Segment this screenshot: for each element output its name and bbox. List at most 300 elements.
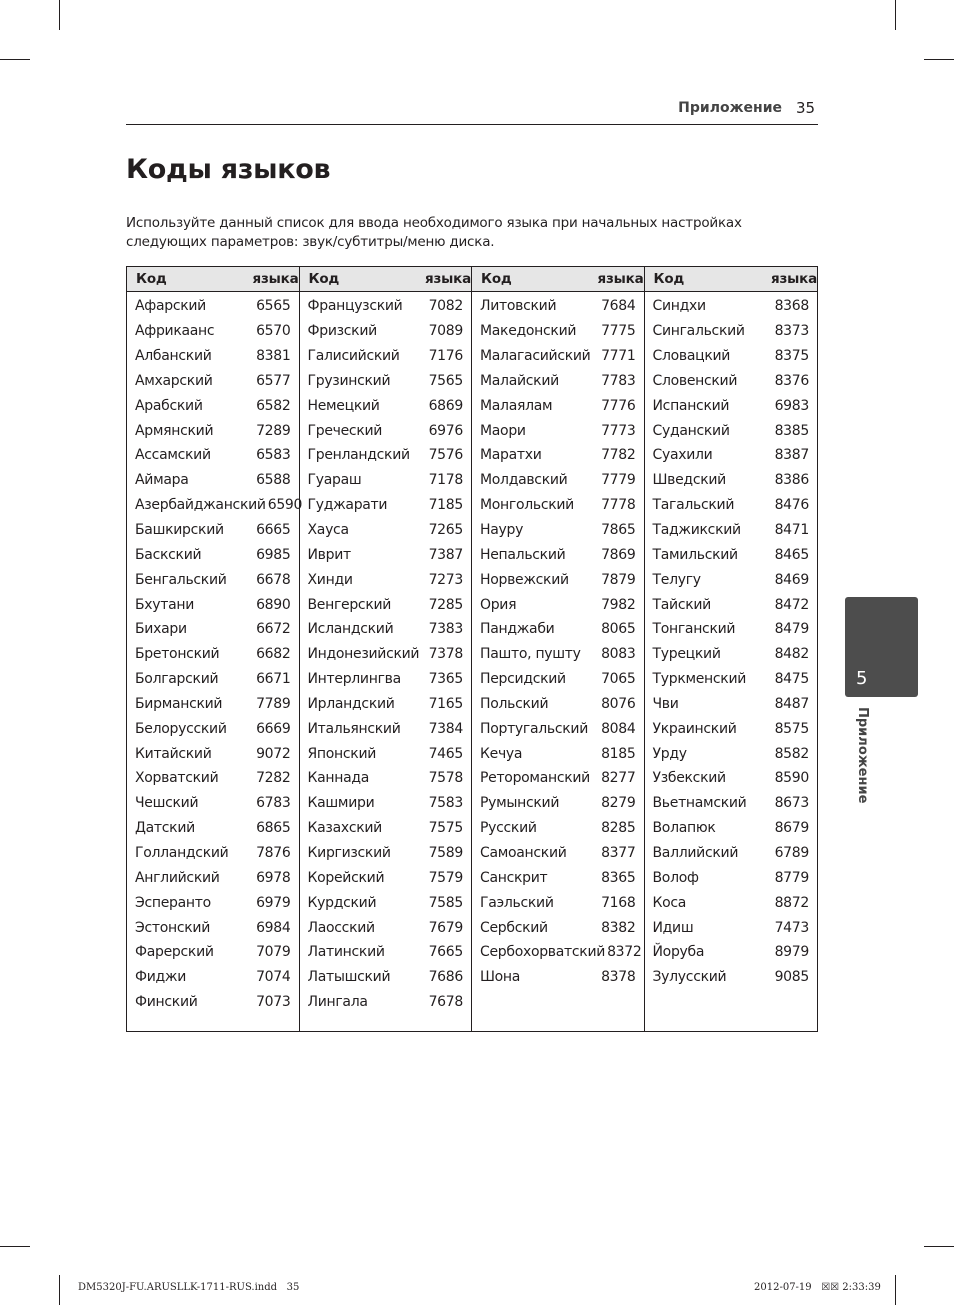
language-code: 8185	[601, 745, 636, 762]
language-name: Индонезийский	[307, 646, 420, 663]
table-row	[472, 716, 644, 741]
language-code: 8386	[774, 472, 809, 489]
language-code: 7089	[428, 323, 463, 340]
table-row	[472, 667, 644, 692]
table-row	[300, 542, 472, 567]
language-name: Телугу	[652, 571, 701, 588]
language-code: 8381	[256, 348, 291, 365]
language-code: 6582	[256, 397, 291, 414]
table-row	[645, 369, 818, 394]
language-code: 8084	[601, 720, 636, 737]
language-code: 6588	[256, 472, 291, 489]
table-row	[300, 716, 472, 741]
language-code: 8590	[774, 770, 809, 787]
language-name: Словацкий	[652, 348, 731, 365]
language-name: Йоруба	[652, 944, 705, 961]
language-name: Украинский	[652, 720, 737, 737]
language-name: Маори	[480, 422, 526, 439]
table-row	[645, 468, 818, 493]
language-code: 8076	[601, 695, 636, 712]
header-language-label: языка	[425, 271, 471, 287]
language-code: 8368	[774, 298, 809, 315]
language-code: 7869	[601, 546, 636, 563]
language-code: 8979	[774, 944, 809, 961]
language-code: 8277	[601, 770, 636, 787]
table-row	[472, 592, 644, 617]
table-row	[127, 592, 299, 617]
table-row	[127, 890, 299, 915]
language-code: 8469	[774, 571, 809, 588]
language-code: 7575	[428, 820, 463, 837]
table-row	[645, 518, 818, 543]
language-name: Шона	[480, 969, 521, 986]
crop-mark	[59, 1275, 60, 1305]
table-row	[300, 418, 472, 443]
language-name: Французский	[307, 298, 403, 315]
language-name: Курдский	[307, 894, 377, 911]
language-code: 7387	[428, 546, 463, 563]
table-row	[645, 642, 818, 667]
table-row	[645, 567, 818, 592]
language-name: Турецкий	[652, 646, 721, 663]
language-name: Тайский	[652, 596, 711, 613]
language-name: Таджикский	[652, 522, 741, 539]
table-row	[127, 642, 299, 667]
language-code: 7771	[601, 348, 636, 365]
language-code: 7679	[428, 919, 463, 936]
language-code: 6783	[256, 795, 291, 812]
table-row	[645, 741, 818, 766]
language-code: 6984	[256, 919, 291, 936]
language-code: 7783	[601, 372, 636, 389]
language-code: 7865	[601, 522, 636, 539]
language-name: Самоанский	[480, 844, 567, 861]
language-code: 7082	[428, 298, 463, 315]
header-language-label: языка	[252, 271, 299, 287]
table-row	[300, 667, 472, 692]
table-row	[472, 418, 644, 443]
header-code-label: Код	[653, 271, 685, 287]
table-row	[127, 344, 299, 369]
table-row	[300, 617, 472, 642]
header-code-label: Код	[136, 271, 167, 287]
language-code: 7565	[428, 372, 463, 389]
language-code: 7678	[428, 994, 463, 1011]
table-row	[472, 791, 644, 816]
language-name: Грузинский	[307, 372, 391, 389]
table-row	[300, 741, 472, 766]
language-code: 8376	[774, 372, 809, 389]
language-code: 6669	[256, 720, 291, 737]
language-name: Итальянский	[307, 720, 401, 737]
language-name: Румынский	[480, 795, 560, 812]
table-row	[472, 965, 644, 990]
table-row	[127, 493, 303, 518]
language-name: Синдхи	[652, 298, 706, 315]
language-name: Гренландский	[307, 447, 410, 464]
language-code: 8872	[774, 894, 809, 911]
language-name: Вьетнамский	[652, 795, 747, 812]
header-language-label: языка	[597, 271, 644, 287]
table-row	[300, 443, 472, 468]
language-name: Сингальский	[652, 323, 745, 340]
language-code: 7065	[601, 671, 636, 688]
language-name: Хорватский	[135, 770, 219, 787]
language-code: 8382	[601, 919, 636, 936]
language-name: Суахили	[652, 447, 713, 464]
language-name: Баскский	[135, 546, 202, 563]
table-row	[127, 468, 299, 493]
language-name: Бхутани	[135, 596, 195, 613]
language-name: Фризский	[307, 323, 377, 340]
language-code: 6678	[256, 571, 291, 588]
crop-mark	[0, 59, 30, 60]
language-code: 7583	[428, 795, 463, 812]
language-code: 8582	[774, 745, 809, 762]
language-code: 8378	[601, 969, 636, 986]
language-name: Афарский	[135, 298, 206, 315]
language-code: 7773	[601, 422, 636, 439]
language-code: 7775	[601, 323, 636, 340]
language-code: 8673	[774, 795, 809, 812]
table-row	[127, 567, 299, 592]
language-codes-table	[126, 266, 818, 1032]
language-code: 7665	[428, 944, 463, 961]
table-row	[127, 617, 299, 642]
language-name: Персидский	[480, 671, 566, 688]
language-code: 6979	[256, 894, 291, 911]
table-row	[127, 443, 299, 468]
table-row	[300, 766, 472, 791]
language-code: 7168	[601, 894, 636, 911]
crop-mark	[0, 1246, 30, 1247]
language-code: 6682	[256, 646, 291, 663]
table-row	[127, 915, 299, 940]
footer-datetime: 2012-07-19 ☒☒ 2:33:39	[754, 1282, 881, 1293]
language-name: Фиджи	[135, 969, 187, 986]
language-code: 8482	[774, 646, 809, 663]
table-row	[127, 667, 299, 692]
language-code: 7579	[428, 869, 463, 886]
table-row	[645, 915, 818, 940]
language-name: Ассамский	[135, 447, 211, 464]
language-name: Сербский	[480, 919, 548, 936]
page-title: Коды языков	[126, 154, 331, 185]
language-name: Болгарский	[135, 671, 219, 688]
language-name: Киргизский	[307, 844, 391, 861]
language-code: 7282	[256, 770, 291, 787]
language-code: 6577	[256, 372, 291, 389]
language-name: Бенгальский	[135, 571, 227, 588]
language-code: 7686	[428, 969, 463, 986]
table-row	[127, 841, 299, 866]
language-name: Монгольский	[480, 497, 574, 514]
language-name: Белорусский	[135, 720, 227, 737]
language-name: Азербайджанский	[135, 497, 266, 514]
language-code: 7285	[428, 596, 463, 613]
language-code: 7585	[428, 894, 463, 911]
language-code: 7384	[428, 720, 463, 737]
language-code: 7383	[428, 621, 463, 638]
table-row	[472, 940, 644, 965]
table-row	[127, 990, 299, 1015]
language-name: Тамильский	[652, 546, 738, 563]
language-code: 7684	[601, 298, 636, 315]
language-code: 8375	[774, 348, 809, 365]
table-row	[472, 493, 644, 518]
language-code: 6789	[774, 844, 809, 861]
column-header	[300, 267, 472, 292]
language-code: 8377	[601, 844, 636, 861]
header-language-label: языка	[771, 271, 817, 287]
language-code: 8365	[601, 869, 636, 886]
language-name: Венгерский	[307, 596, 392, 613]
language-name: Словенский	[652, 372, 738, 389]
language-code: 7982	[601, 596, 636, 613]
language-code: 7165	[428, 695, 463, 712]
language-name: Науру	[480, 522, 524, 539]
language-name: Бихари	[135, 621, 187, 638]
table-row	[300, 915, 472, 940]
header-rule	[126, 124, 818, 125]
language-name: Эстонский	[135, 919, 210, 936]
language-code: 7465	[428, 745, 463, 762]
language-code: 7378	[428, 646, 463, 663]
language-code: 7778	[601, 497, 636, 514]
language-name: Кашмири	[307, 795, 375, 812]
language-code: 8472	[774, 596, 809, 613]
table-row	[645, 393, 818, 418]
language-name: Бретонский	[135, 646, 220, 663]
language-code: 6985	[256, 546, 291, 563]
language-name: Голландский	[135, 844, 229, 861]
table-row	[127, 294, 299, 319]
table-row	[300, 344, 472, 369]
language-code: 7265	[428, 522, 463, 539]
language-name: Латышский	[307, 969, 391, 986]
language-code: 8373	[774, 323, 809, 340]
language-code: 8471	[774, 522, 809, 539]
language-code: 7776	[601, 397, 636, 414]
table-row	[472, 915, 644, 940]
language-name: Латинский	[307, 944, 385, 961]
language-code: 8479	[774, 621, 809, 638]
language-code: 6671	[256, 671, 291, 688]
language-code: 8279	[601, 795, 636, 812]
table-row	[645, 617, 818, 642]
table-row	[645, 841, 818, 866]
table-row	[645, 766, 818, 791]
language-code: 7079	[256, 944, 291, 961]
language-code: 7273	[428, 571, 463, 588]
language-name: Польский	[480, 695, 549, 712]
table-row	[300, 791, 472, 816]
language-name: Литовский	[480, 298, 557, 315]
table-row	[127, 518, 299, 543]
table-row	[645, 344, 818, 369]
language-name: Арабский	[135, 397, 203, 414]
table-row	[645, 865, 818, 890]
language-name: Малайский	[480, 372, 559, 389]
table-column	[645, 267, 818, 1031]
language-code: 7073	[256, 994, 291, 1011]
language-name: Гуджарати	[307, 497, 388, 514]
table-row	[300, 865, 472, 890]
footer-file-info: DM5320J-FU.ARUSLLK-1711-RUS.indd 35	[78, 1282, 300, 1293]
language-name: Чешский	[135, 795, 199, 812]
page-number: 35	[796, 99, 816, 117]
language-name: Бирманский	[135, 695, 223, 712]
table-row	[300, 369, 472, 394]
language-name: Гуараш	[307, 472, 362, 489]
language-name: Туркменский	[652, 671, 747, 688]
table-row	[472, 369, 644, 394]
language-name: Валлийский	[652, 844, 739, 861]
table-row	[300, 518, 472, 543]
table-row	[645, 493, 818, 518]
table-row	[472, 518, 644, 543]
crop-mark	[895, 1275, 896, 1305]
table-row	[645, 319, 818, 344]
language-code: 6583	[256, 447, 291, 464]
language-name: Фарерский	[135, 944, 214, 961]
language-code: 7185	[428, 497, 463, 514]
language-name: Датский	[135, 820, 195, 837]
language-name: Албанский	[135, 348, 212, 365]
language-name: Ретороманский	[480, 770, 590, 787]
table-row	[300, 468, 472, 493]
language-name: Малагасийский	[480, 348, 591, 365]
language-code: 7178	[428, 472, 463, 489]
intro-paragraph: Используйте данный список для ввода необходимого языка при начальных настройках следующих параметров: звук/субтитры/меню диска.	[126, 215, 742, 250]
table-column	[127, 267, 303, 1031]
language-name: Ория	[480, 596, 517, 613]
language-name: Идиш	[652, 919, 694, 936]
table-row	[645, 542, 818, 567]
language-code: 6672	[256, 621, 291, 638]
language-code: 7289	[256, 422, 291, 439]
language-code: 7876	[256, 844, 291, 861]
language-code: 6865	[256, 820, 291, 837]
language-name: Армянский	[135, 422, 214, 439]
language-name: Лингала	[307, 994, 368, 1011]
language-name: Финский	[135, 994, 198, 1011]
language-name: Лаосский	[307, 919, 375, 936]
language-code: 6665	[256, 522, 291, 539]
table-row	[300, 493, 472, 518]
table-row	[127, 542, 299, 567]
language-name: Аймара	[135, 472, 189, 489]
language-code: 7789	[256, 695, 291, 712]
language-name: Тонганский	[652, 621, 736, 638]
table-row	[127, 692, 299, 717]
header-code-label: Код	[481, 271, 512, 287]
language-code: 7365	[428, 671, 463, 688]
table-row	[472, 294, 644, 319]
table-row	[127, 940, 299, 965]
chapter-label: Приложение	[855, 707, 870, 804]
table-column	[472, 267, 645, 1031]
language-code: 7879	[601, 571, 636, 588]
chapter-number: 5	[856, 668, 868, 689]
language-code: 8487	[774, 695, 809, 712]
language-code: 6978	[256, 869, 291, 886]
language-name: Греческий	[307, 422, 383, 439]
language-name: Казахский	[307, 820, 382, 837]
table-row	[472, 865, 644, 890]
table-column	[300, 267, 473, 1031]
language-code: 8285	[601, 820, 636, 837]
language-code: 6890	[256, 596, 291, 613]
table-row	[127, 766, 299, 791]
running-header-section: Приложение	[678, 100, 782, 116]
table-row	[645, 890, 818, 915]
language-code: 8083	[601, 646, 636, 663]
table-row	[645, 816, 818, 841]
table-row	[472, 567, 644, 592]
language-name: Корейский	[307, 869, 385, 886]
table-row	[645, 791, 818, 816]
language-name: Галисийский	[307, 348, 400, 365]
language-code: 9072	[256, 745, 291, 762]
language-name: Чви	[652, 695, 679, 712]
table-row	[472, 816, 644, 841]
table-row	[127, 319, 299, 344]
language-name: Хинди	[307, 571, 353, 588]
language-name: Башкирский	[135, 522, 224, 539]
language-code: 6590	[267, 497, 303, 514]
language-name: Африкаанс	[135, 323, 215, 340]
language-name: Русский	[480, 820, 537, 837]
language-name: Санскрит	[480, 869, 548, 886]
language-name: Македонский	[480, 323, 577, 340]
column-header	[127, 267, 299, 292]
table-row	[472, 692, 644, 717]
table-row	[300, 841, 472, 866]
language-code: 8679	[774, 820, 809, 837]
table-row	[127, 965, 299, 990]
language-code: 7578	[428, 770, 463, 787]
table-row	[300, 940, 472, 965]
language-name: Шведский	[652, 472, 726, 489]
table-row	[645, 592, 818, 617]
language-code: 7576	[428, 447, 463, 464]
language-name: Хауса	[307, 522, 349, 539]
language-code: 8065	[601, 621, 636, 638]
language-name: Суданский	[652, 422, 730, 439]
table-row	[127, 716, 299, 741]
table-row	[127, 393, 299, 418]
table-row	[300, 642, 472, 667]
crop-mark	[59, 0, 60, 30]
language-code: 6570	[256, 323, 291, 340]
language-name: Зулусский	[652, 969, 727, 986]
crop-mark	[895, 0, 896, 30]
language-name: Узбекский	[652, 770, 726, 787]
table-row	[127, 791, 299, 816]
table-row	[645, 940, 818, 965]
table-row	[300, 567, 472, 592]
language-name: Каннада	[307, 770, 370, 787]
language-code: 8779	[774, 869, 809, 886]
language-name: Китайский	[135, 745, 212, 762]
language-name: Коса	[652, 894, 687, 911]
language-code: 8575	[774, 720, 809, 737]
table-row	[472, 890, 644, 915]
language-name: Тагальский	[652, 497, 735, 514]
language-code: 7589	[428, 844, 463, 861]
language-name: Интерлингва	[307, 671, 401, 688]
